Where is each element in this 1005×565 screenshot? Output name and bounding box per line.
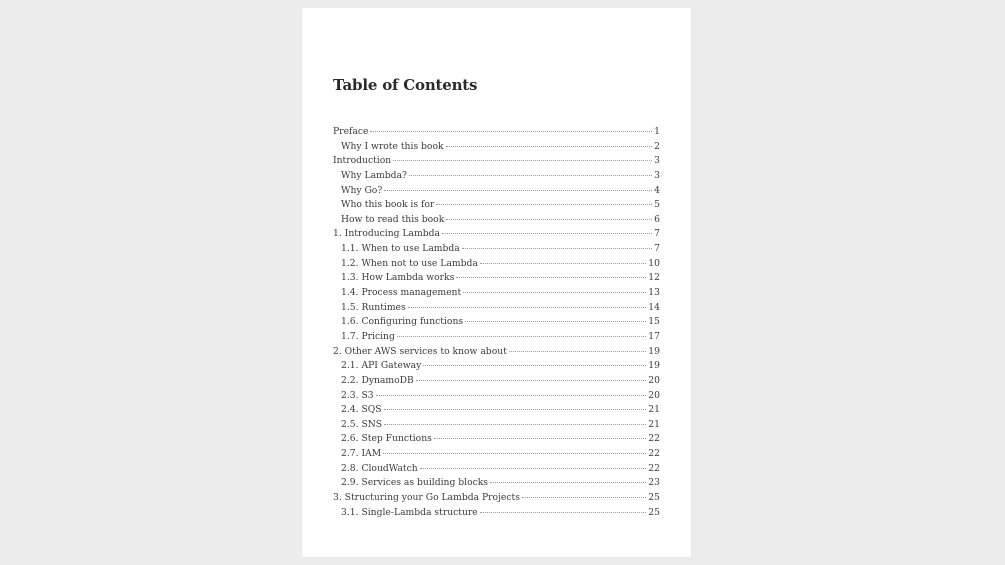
dot-leader <box>480 512 647 513</box>
toc-entry-label: Who this book is for <box>341 199 435 211</box>
dot-leader <box>522 497 646 498</box>
dot-leader <box>416 380 647 381</box>
dot-leader <box>434 438 646 439</box>
toc-page-number: 13 <box>648 287 660 299</box>
dot-leader <box>480 263 646 264</box>
toc-page-number: 14 <box>648 301 660 313</box>
toc-page-number: 3 <box>654 169 660 181</box>
dot-leader <box>456 277 646 278</box>
toc-entry[interactable] <box>333 214 660 229</box>
toc-page-number: 12 <box>648 272 660 284</box>
toc-entry-label: Introduction <box>333 155 392 167</box>
toc-page-number: 19 <box>648 345 660 357</box>
toc-entry[interactable] <box>333 477 660 492</box>
toc-list <box>333 126 660 521</box>
dot-leader <box>465 321 646 322</box>
toc-entry[interactable] <box>333 316 660 331</box>
dot-leader <box>442 233 652 234</box>
toc-entry[interactable] <box>333 433 660 448</box>
toc-entry[interactable] <box>333 375 660 390</box>
toc-page-number: 22 <box>648 433 660 445</box>
dot-leader <box>462 248 652 249</box>
toc-entry-label: 2.1. API Gateway <box>341 360 422 372</box>
toc-entry-label: 2.6. Step Functions <box>341 433 432 445</box>
dot-leader <box>446 219 652 220</box>
toc-entry[interactable] <box>333 346 660 361</box>
dot-leader <box>490 482 646 483</box>
toc-entry-label: Why I wrote this book <box>341 140 444 152</box>
toc-page-number: 6 <box>654 213 660 225</box>
toc-entry[interactable] <box>333 228 660 243</box>
toc-entry-label: 3. Structuring your Go Lambda Projects <box>333 492 520 504</box>
toc-entry[interactable] <box>333 155 660 170</box>
toc-entry-label: 1.3. How Lambda works <box>341 272 455 284</box>
toc-entry-label: Why Go? <box>341 184 383 196</box>
toc-entry-label: 1.6. Configuring functions <box>341 316 464 328</box>
toc-entry-label: How to read this book <box>341 213 445 225</box>
dot-leader <box>384 409 647 410</box>
toc-entry[interactable] <box>333 126 660 141</box>
dot-leader <box>446 146 653 147</box>
toc-entry-label: 2.3. S3 <box>341 389 374 401</box>
document-page <box>302 8 691 557</box>
toc-page-number: 20 <box>648 374 660 386</box>
toc-entry[interactable] <box>333 302 660 317</box>
toc-entry[interactable] <box>333 243 660 258</box>
page-title: Table of Contents <box>333 76 478 94</box>
dot-leader <box>393 160 652 161</box>
toc-entry-label: 2.9. Services as building blocks <box>341 477 489 489</box>
toc-entry[interactable] <box>333 141 660 156</box>
toc-entry-label: Why Lambda? <box>341 169 407 181</box>
dot-leader <box>463 292 646 293</box>
toc-entry-label: 1.4. Process management <box>341 287 462 299</box>
toc-entry-label: 1.2. When not to use Lambda <box>341 257 478 269</box>
toc-page-number: 7 <box>654 228 660 240</box>
dot-leader <box>436 204 652 205</box>
toc-entry-label: Preface <box>333 126 369 137</box>
toc-entry-label: 2.8. CloudWatch <box>341 462 418 474</box>
dot-leader <box>397 336 646 337</box>
toc-entry[interactable] <box>333 448 660 463</box>
toc-page-number: 21 <box>648 418 660 430</box>
toc-entry-label: 2.7. IAM <box>341 448 382 460</box>
toc-page-number: 4 <box>654 184 660 196</box>
toc-entry-label: 2.4. SQS <box>341 404 382 416</box>
toc-page-number: 10 <box>648 257 660 269</box>
toc-entry-label: 2.2. DynamoDB <box>341 374 414 386</box>
toc-entry-label: 2.5. SNS <box>341 418 383 430</box>
dot-leader <box>423 365 646 366</box>
dot-leader <box>376 395 647 396</box>
toc-entry-label: 3.1. Single-Lambda structure <box>341 506 478 518</box>
dot-leader <box>370 131 652 132</box>
toc-entry[interactable] <box>333 199 660 214</box>
toc-entry[interactable] <box>333 360 660 375</box>
toc-entry-label: 1.7. Pricing <box>341 330 395 342</box>
toc-entry[interactable] <box>333 390 660 405</box>
toc-page-number: 5 <box>654 199 660 211</box>
dot-leader <box>384 190 652 191</box>
toc-entry[interactable] <box>333 258 660 273</box>
toc-entry-label: 2. Other AWS services to know about <box>333 345 507 357</box>
dot-leader <box>420 468 647 469</box>
toc-page-number: 17 <box>648 330 660 342</box>
toc-entry-label: 1.5. Runtimes <box>341 301 406 313</box>
toc-page-number: 7 <box>654 243 660 255</box>
toc-page-number: 2 <box>654 140 660 152</box>
toc-entry[interactable] <box>333 463 660 478</box>
toc-entry[interactable] <box>333 492 660 507</box>
dot-leader <box>509 351 646 352</box>
toc-page-number: 3 <box>654 155 660 167</box>
toc-entry[interactable] <box>333 185 660 200</box>
toc-entry[interactable] <box>333 272 660 287</box>
dot-leader <box>409 175 652 176</box>
dot-leader <box>408 307 647 308</box>
toc-entry[interactable] <box>333 331 660 346</box>
toc-entry[interactable] <box>333 507 660 522</box>
toc-page-number: 1 <box>654 126 660 137</box>
toc-page-number: 19 <box>648 360 660 372</box>
toc-page-number: 21 <box>648 404 660 416</box>
toc-entry-label: 1. Introducing Lambda <box>333 228 440 240</box>
dot-leader <box>383 453 646 454</box>
toc-page-number: 15 <box>648 316 660 328</box>
dot-leader <box>384 424 646 425</box>
toc-entry[interactable] <box>333 287 660 302</box>
toc-entry[interactable] <box>333 404 660 419</box>
toc-page-number: 22 <box>648 448 660 460</box>
toc-page-number: 25 <box>648 492 660 504</box>
toc-page-number: 20 <box>648 389 660 401</box>
toc-page-number: 22 <box>648 462 660 474</box>
toc-entry-label: 1.1. When to use Lambda <box>341 243 460 255</box>
toc-entry[interactable] <box>333 419 660 434</box>
toc-page-number: 23 <box>648 477 660 489</box>
toc-entry[interactable] <box>333 170 660 185</box>
toc-page-number: 25 <box>648 506 660 518</box>
